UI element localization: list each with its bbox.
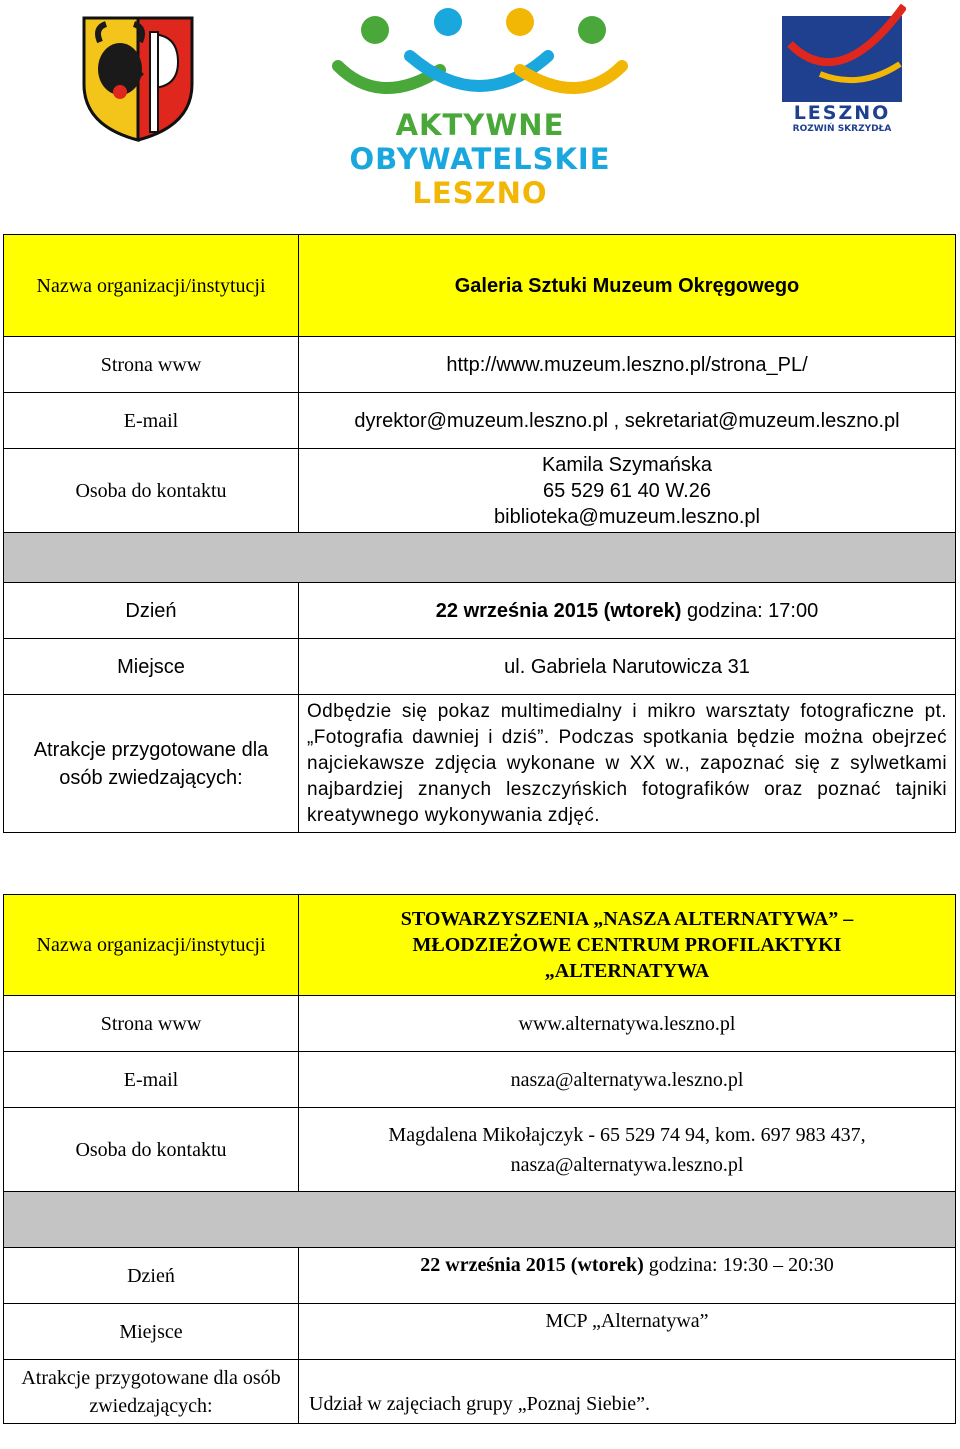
attractions-value: Udział w zajęciach grupy „Poznaj Siebie”. xyxy=(299,1360,956,1424)
contact-email[interactable]: nasza@alternatywa.leszno.pl xyxy=(510,1153,744,1176)
contact-row xyxy=(4,1108,956,1192)
organization-name: Galeria Sztuki Muzeum Okręgowego xyxy=(299,235,956,337)
day-label: Dzień xyxy=(4,583,299,639)
contact-label: Osoba do kontaktu xyxy=(4,1108,299,1192)
name-label: Nazwa organizacji/instytucji xyxy=(4,895,299,996)
attractions-value: Odbędzie się pokaz multimedialny i mikro warsztaty fotograficzne pt. „Fotografia dawniej i dziś”. Podczas spotkania będzie można obejrzeć najciekawsze zdjęcia wykonane w XX w., zapoznać się z sylwetkami najbardziej znanych leszczyńskich fotografików oraz poznać tajniki kreatywnego wykonywania zdjęć. xyxy=(299,695,956,833)
separator xyxy=(4,1192,956,1248)
aktywne-obywatelskie-leszno-logo xyxy=(330,8,630,213)
attractions-label: Atrakcje przygotowane dla osób zwiedzających: xyxy=(4,695,299,833)
attractions-label: Atrakcje przygotowane dla osób zwiedzających: xyxy=(4,1360,299,1424)
email-row xyxy=(4,393,956,449)
organization-card-1 xyxy=(3,234,956,833)
leszno-slogan: ROZWIŃ SKRZYDŁA xyxy=(792,124,892,134)
place-row xyxy=(4,1304,956,1360)
leszno-wings-icon xyxy=(780,4,906,104)
contact-phone: 65 529 61 40 W.26 xyxy=(543,479,711,502)
people-figures-icon xyxy=(330,8,630,113)
logo-line-3: LESZNO xyxy=(412,176,548,210)
logo-header xyxy=(0,0,960,230)
email-label: E-mail xyxy=(4,393,299,449)
day-row xyxy=(4,583,956,639)
separator-row xyxy=(4,1192,956,1248)
separator xyxy=(4,533,956,583)
email-label: E-mail xyxy=(4,1052,299,1108)
logo-line-2: OBYWATELSKIE xyxy=(349,142,611,176)
name-row xyxy=(4,235,956,337)
email-value[interactable]: nasza@alternatywa.leszno.pl xyxy=(299,1052,956,1108)
place-label: Miejsce xyxy=(4,639,299,695)
day-value: 22 września 2015 (wtorek) godzina: 19:30 – 20:30 xyxy=(299,1248,956,1304)
email-row xyxy=(4,1052,956,1108)
attractions-row xyxy=(4,1360,956,1424)
organization-card-2 xyxy=(3,894,956,1424)
www-label: Strona www xyxy=(4,337,299,393)
leszno-wordmark: LESZNO xyxy=(793,102,891,124)
day-row xyxy=(4,1248,956,1304)
www-label: Strona www xyxy=(4,996,299,1052)
org-name-line-2: MŁODZIEŻOWE CENTRUM PROFILAKTYKI xyxy=(412,934,842,956)
coat-of-arms-icon xyxy=(80,14,196,142)
org-name-line-3: „ALTERNATYWA xyxy=(544,960,710,982)
name-row xyxy=(4,895,956,996)
logo-line-1: AKTYWNE xyxy=(395,108,565,142)
separator-row xyxy=(4,533,956,583)
www-row xyxy=(4,996,956,1052)
attractions-row xyxy=(4,695,956,833)
name-label: Nazwa organizacji/instytucji xyxy=(4,235,299,337)
org-name-line-1: STOWARZYSZENIA „NASZA ALTERNATYWA” – xyxy=(400,908,854,930)
www-row xyxy=(4,337,956,393)
organization-name xyxy=(299,895,956,996)
contact-label: Osoba do kontaktu xyxy=(4,449,299,533)
contact-name: Kamila Szymańska xyxy=(541,453,713,476)
contact-value xyxy=(299,449,956,533)
place-value: ul. Gabriela Narutowicza 31 xyxy=(299,639,956,695)
place-value: MCP „Alternatywa” xyxy=(299,1304,956,1360)
place-row xyxy=(4,639,956,695)
contact-email[interactable]: biblioteka@muzeum.leszno.pl xyxy=(494,505,760,528)
leszno-logo xyxy=(780,4,906,134)
place-label: Miejsce xyxy=(4,1304,299,1360)
www-link[interactable]: http://www.muzeum.leszno.pl/strona_PL/ xyxy=(299,337,956,393)
contact-value xyxy=(299,1108,956,1192)
contact-name-phone: Magdalena Mikołajczyk - 65 529 74 94, kom. 697 983 437, xyxy=(388,1123,866,1146)
day-value: 22 września 2015 (wtorek) godzina: 17:00 xyxy=(299,583,956,639)
www-link[interactable]: www.alternatywa.leszno.pl xyxy=(299,996,956,1052)
email-value[interactable]: dyrektor@muzeum.leszno.pl , sekretariat@muzeum.leszno.pl xyxy=(299,393,956,449)
day-label: Dzień xyxy=(4,1248,299,1304)
contact-row xyxy=(4,449,956,533)
